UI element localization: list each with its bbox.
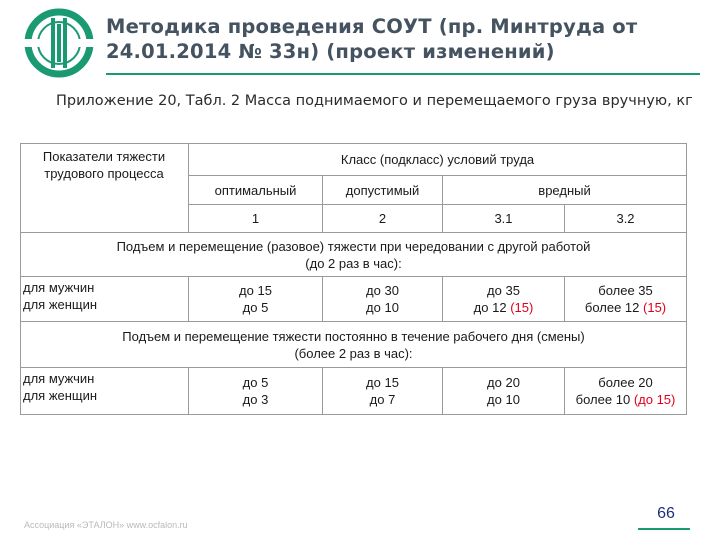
value-women: более 12 (15): [584, 300, 667, 315]
proposed-change-note: (15): [643, 300, 667, 315]
value-men: до 15: [366, 375, 399, 390]
row-label-cell: [21, 277, 189, 322]
value-cell: [565, 368, 687, 415]
label-women: для женщин: [23, 297, 98, 312]
class-number-3-1: 3.1: [443, 205, 565, 233]
value-men: до 30: [366, 283, 399, 298]
value-cell: [323, 277, 443, 322]
class-header-cell: [189, 144, 687, 176]
value-cell: [189, 368, 323, 415]
section-title-line: (более 2 раз в час):: [294, 345, 413, 361]
table-row: [21, 277, 687, 322]
class-number-3-2: 3.2: [565, 205, 687, 233]
proposed-change-note: (до 15): [633, 392, 676, 407]
value-men: до 15: [239, 283, 272, 298]
value-cell: [443, 368, 565, 415]
table-caption: Приложение 20, Табл. 2 Масса поднимаемого и перемещаемого груза вручную, кг: [56, 93, 693, 109]
table-row: [21, 368, 687, 415]
label-men: для мужчин: [23, 371, 95, 386]
value-men: более 20: [598, 375, 653, 390]
indicator-header: Показатели тяжести трудового процесса: [42, 149, 166, 181]
section-title-row: [21, 322, 687, 368]
association-logo-icon: [20, 8, 98, 78]
value-men: более 35: [598, 283, 653, 298]
value-women: до 7: [369, 392, 396, 407]
section-title-occasional: [21, 233, 687, 277]
footer-organization: Ассоциация «ЭТАЛОН» www.ocfalon.ru: [24, 520, 188, 530]
value-women: до 3: [242, 392, 269, 407]
section-title-line: (до 2 раз в час):: [305, 255, 402, 271]
section-title-row: [21, 233, 687, 277]
value-women: до 10: [487, 392, 520, 407]
page-number: 66: [657, 505, 675, 522]
label-women: для женщин: [23, 388, 98, 403]
class-header: Класс (подкласс) условий труда: [340, 152, 535, 167]
value-cell: [443, 277, 565, 322]
class-group-harmful: вредный: [443, 176, 687, 205]
page-number-underline: [638, 528, 690, 530]
value-cell: [189, 277, 323, 322]
class-group-acceptable: допустимый: [323, 176, 443, 205]
value-women: до 12 (15): [473, 300, 534, 315]
value-cell: [565, 277, 687, 322]
load-mass-norms-table: [20, 143, 687, 415]
value-women: более 10 (до 15): [575, 392, 676, 407]
label-men: для мужчин: [23, 280, 95, 295]
value-women: до 10: [366, 300, 399, 315]
value-men: до 5: [242, 375, 269, 390]
table-header-row: [21, 144, 687, 176]
value-men: до 35: [487, 283, 520, 298]
class-group-optimal: оптимальный: [189, 176, 323, 205]
section-title-line: Подъем и перемещение (разовое) тяжести при чередовании с другой работой: [116, 238, 591, 254]
row-label-cell: [21, 368, 189, 415]
class-number-1: 1: [189, 205, 323, 233]
section-title-constant: [21, 322, 687, 368]
value-cell: [323, 368, 443, 415]
page-title: Методика проведения СОУТ (пр. Минтруда от 24.01.2014 № 33н) (проект изменений): [106, 15, 638, 63]
proposed-change-note: (15): [510, 300, 534, 315]
indicator-header-cell: [21, 144, 189, 233]
value-men: до 20: [487, 375, 520, 390]
value-women: до 5: [242, 300, 269, 315]
title-divider: [106, 73, 700, 75]
class-number-2: 2: [323, 205, 443, 233]
section-title-line: Подъем и перемещение тяжести постоянно в течение рабочего дня (смены): [122, 328, 585, 344]
